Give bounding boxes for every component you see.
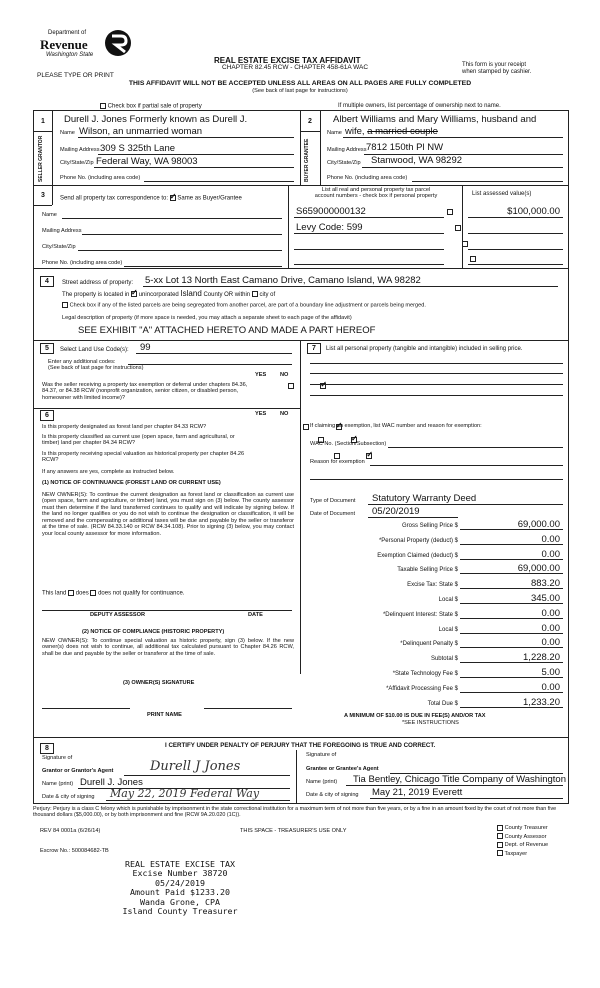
legal-description[interactable]: SEE EXHIBIT "A" ATTACHED HERETO AND MADE A PART HEREOF (78, 325, 376, 336)
routing (497, 824, 548, 858)
notice1-body: NEW OWNER(S): To continue the current designation as forest land or classification as current use (open space, farm and agriculture, or timber) land, you must sign on (3) below. The county assessor must then determine if the land transferred continues to qualify and will indicate by signing below. If the land no longer qualifies or you do not wish to continue the designation or classification, it will be removed and the compensating or additional taxes will be due and payable by the seller or transferor at the time of sale. (RCW 84.33.140 or RCW 84.34.108). Prior to signing (3) below, you may contact your local county assessor for more information. (42, 492, 294, 537)
sec6-no: NO (280, 411, 289, 417)
grantor-name[interactable]: Durell J. Jones (80, 777, 143, 788)
located-uninc: unincorporated (138, 292, 179, 298)
minimum-2: *SEE INSTRUCTIONS (402, 720, 459, 726)
stamp-line-6: Island County Treasurer (122, 906, 238, 917)
receipt-note-1: This form is your receipt (462, 62, 527, 68)
treasurer-only: THIS SPACE - TREASURER'S USE ONLY (240, 828, 347, 834)
fee-label: Exemption Claimed (deduct) $ (377, 552, 458, 559)
routing-2 (497, 833, 548, 842)
fee-value[interactable]: 0.00 (541, 533, 560, 545)
land-use-code[interactable]: 99 (140, 342, 151, 353)
boundary-checkbox[interactable] (62, 302, 68, 308)
sec6-q3-no[interactable] (366, 453, 372, 459)
exemption-lbl: If claiming an exemption, list WAC number and reason for exemption: (310, 423, 482, 429)
sec6-q1: Is this property designated as forest land per chapter 84.33 RCW? (42, 424, 207, 430)
fee-underline (460, 559, 563, 560)
seller-name-1[interactable]: Durell J. Jones Formerly known as Durell J. (64, 114, 248, 125)
sec6-q2: Is this property classified as current use (open space, farm and agricultural, or timber) land per chapter 84.34 RCW? (42, 434, 235, 447)
parcel-hdr (296, 187, 456, 200)
buyer-name-2a: wife, (345, 126, 365, 137)
additional-codes-2: (See back of last page for instructions) (48, 365, 144, 372)
fee-label: *Delinquent Interest: State $ (382, 611, 458, 618)
routing-4 (497, 850, 548, 859)
parcel-hdr-2: account numbers - check box if personal property (314, 193, 438, 200)
sec3-name-lbl: Name (42, 212, 57, 218)
sec3-send (60, 195, 242, 202)
stamp-line-5: Wanda Grone, CPA (140, 896, 220, 907)
routing-1-label: County Treasurer (504, 825, 548, 831)
fee-underline (460, 544, 563, 545)
perjury: Perjury: Perjury is a class C felony which is punishable by imprisonment in the state correctional institution for a maximum term of not more than five years, or by a fine in an amount fixed by the court of not more than five thousand dollars ($5,000.00), or by both imprisonment and fine (RCW 9A.20.020 (1C)). (33, 806, 557, 819)
additional-codes (48, 359, 143, 372)
sec3-same-as: Same as Buyer/Grantee (177, 195, 242, 202)
routing-4-label: Taxpayer (504, 850, 528, 857)
reason-lbl: Reason for exemption (310, 459, 365, 465)
grantee-name-lbl: Name (print) (306, 779, 338, 785)
does-lbl: does (75, 590, 89, 597)
sec7-num: 7 (307, 343, 321, 354)
grantee-sig-of: Signature of (306, 752, 337, 758)
parcel-2-checkbox[interactable] (455, 225, 461, 231)
stamp-line-1: REAL ESTATE EXCISE TAX (125, 859, 235, 869)
sec6-note: If any answers are yes, complete as instructed below. (42, 469, 175, 475)
assessed-value[interactable]: $100,000.00 (507, 206, 560, 217)
fee-label: Gross Selling Price $ (401, 523, 458, 529)
buyer-side-label: BUYER GRANTEE (304, 138, 310, 182)
deputy-lbl: DEPUTY ASSESSOR (90, 612, 146, 618)
sec8-num: 8 (40, 743, 54, 754)
fee-underline (460, 588, 563, 589)
fee-value[interactable]: 69,000.00 (517, 519, 560, 530)
seller-name-2[interactable]: Wilson, an unmarried woman (79, 126, 203, 137)
street-lbl: Street address of property: (62, 280, 134, 286)
fee-value[interactable]: 345.00 (530, 593, 560, 604)
notice1-title: (1) NOTICE OF CONTINUANCE (FOREST LAND OR CURRENT USE) (42, 480, 221, 486)
receipt-note-2: when stamped by cashier. (462, 69, 532, 75)
partial-sale-checkbox[interactable] (100, 103, 106, 109)
seller-mailing-lbl: Mailing Address (60, 147, 100, 153)
fee-value[interactable]: 0.00 (541, 622, 560, 634)
fee-value[interactable]: 1,233.20 (523, 696, 560, 708)
buyer-name-1[interactable]: Albert Williams and Mary Williams, husband and (333, 114, 537, 125)
fee-label: *State Technology Fee $ (392, 671, 458, 677)
notice2-title: (2) NOTICE OF COMPLIANCE (HISTORIC PROPERTY) (82, 629, 225, 635)
fee-label: Excise Tax: State $ (407, 582, 458, 589)
form-subtitle: CHAPTER 82.45 RCW - CHAPTER 458-61A WAC (222, 64, 369, 71)
located-pre: The property is located in (62, 292, 130, 298)
parcel-4-checkbox[interactable] (470, 256, 476, 262)
grantor-sig-of: Signature of (42, 755, 73, 761)
does-not-checkbox[interactable] (90, 590, 96, 596)
fee-value[interactable]: 0.00 (541, 548, 560, 560)
sec5-q1: Was the seller receiving a property tax exemption or deferral under chapters 84.36, 84.37, or 84.38 RCW (nonprofit organization, senior citizen, or disabled person, homeowner with limited income)? (42, 382, 248, 401)
fee-value[interactable]: 1,228.20 (523, 652, 560, 664)
fee-value[interactable]: 0.00 (541, 637, 560, 649)
sec5-num: 5 (40, 343, 54, 354)
fee-underline (460, 633, 563, 634)
boundary (62, 302, 426, 308)
this-land (42, 590, 184, 597)
grantor-name-lbl: Name (print) (42, 781, 74, 787)
sec5-no: NO (280, 372, 289, 378)
sec6-num: 6 (40, 410, 54, 421)
dept-of: Department of (48, 30, 87, 36)
doc-type-lbl: Type of Document (310, 498, 356, 504)
routing-4-checkbox[interactable] (497, 850, 503, 856)
fee-label: Subtotal $ (430, 656, 458, 663)
seller-city-lbl: City/State/Zip (60, 160, 94, 166)
sec3-city-lbl: City/State/Zip (42, 244, 76, 250)
buyer-city[interactable]: Stanwood, WA 98292 (371, 155, 463, 166)
seller-mailing[interactable]: 309 S 325th Lane (100, 143, 176, 154)
routing-3-label: Dept. of Revenue (504, 842, 549, 849)
please-type: PLEASE TYPE OR PRINT (37, 72, 114, 79)
buyer-name-2b: a married couple (367, 126, 438, 137)
doc-type[interactable]: Statutory Warranty Deed (372, 493, 477, 504)
dor-logo (40, 28, 135, 70)
fee-underline (460, 603, 563, 604)
grantee-date-lbl: Date & city of signing (306, 792, 359, 798)
minimum-1: A MINIMUM OF $10.00 IS DUE IN FEE(S) AND/OR TAX (344, 713, 486, 719)
seller-name-lbl: Name (60, 130, 75, 136)
seller-side-label: SELLER GRANTOR (38, 135, 44, 182)
receipt-note (462, 62, 531, 76)
wac-lbl: WAC No. (Section/Subsection) (310, 441, 387, 447)
doc-date[interactable]: 05/20/2019 (372, 506, 420, 517)
sec3-phone-lbl: Phone No. (including area code) (42, 260, 123, 266)
fee-label: Local $ (438, 626, 458, 633)
city-of-checkbox[interactable] (252, 291, 258, 297)
grantor-date[interactable]: May 22, 2019 Federal Way (110, 787, 260, 800)
dept-revenue: Revenue (40, 37, 88, 52)
sec1-num: 1 (41, 118, 45, 125)
buyer-phone-lbl: Phone No. (including area code) (327, 175, 408, 181)
notice2-body: NEW OWNER(S): To continue special valuation as historic property, sign (3) below. If the new owner(s) does not wish to continue, all additional tax calculated pursuant to Chapter 84.26 RCW, shall be due and payable by the seller or transferor at the time of sale. (42, 638, 294, 657)
print-name-lbl: PRINT NAME (147, 712, 182, 718)
land-use-lbl: Select Land Use Code(s): (60, 347, 129, 353)
buyer-name-lbl: Name (327, 130, 342, 136)
city-of: city of (259, 292, 276, 298)
seller-phone-lbl: Phone No. (including area code) (60, 175, 141, 181)
street-address[interactable]: 5-xx Lot 13 North East Camano Drive, Camano Island, WA 98282 (145, 275, 421, 286)
routing-2-label: County Assessor (504, 833, 547, 840)
stamp-line-3: 05/24/2019 (155, 877, 205, 888)
parcel-hdr-1: List all real and personal property tax parcel (321, 187, 431, 193)
routing-1 (497, 824, 548, 833)
grantee-name[interactable]: Tia Bentley, Chicago Title Company of Washington (353, 774, 566, 785)
boundary-label: Check box if any of the listed parcels are being segregated from another parcel, are part of a boundary line adjustment or parcels being merged. (69, 302, 426, 309)
fee-underline (460, 573, 563, 574)
certify: I CERTIFY UNDER PENALTY OF PERJURY THAT THE FOREGOING IS TRUE AND CORRECT. (165, 742, 436, 749)
fee-label: Total Due $ (427, 700, 458, 707)
fee-value[interactable]: 5.00 (541, 667, 560, 678)
levy-code[interactable]: Levy Code: 599 (296, 222, 363, 233)
this-land-lbl: This land (42, 590, 67, 597)
located-county: Island (180, 289, 202, 298)
escrow: Escrow No.: 500084682-TB (40, 848, 109, 854)
fee-label: *Delinquent Penalty $ (400, 641, 458, 648)
unincorporated-checkbox[interactable] (131, 291, 137, 297)
assessed-hdr: List assessed value(s) (472, 191, 532, 197)
buyer-name-2[interactable] (345, 126, 438, 137)
same-as-checkbox[interactable] (170, 195, 176, 201)
sec2-num: 2 (308, 118, 312, 125)
parcel-3-checkbox[interactable] (462, 241, 468, 247)
rev-number: REV 84 0001a (6/26/14) (40, 828, 101, 834)
fee-underline (460, 618, 563, 619)
sec5-q1-yes[interactable] (288, 383, 294, 389)
sec6-q1-yes[interactable] (303, 424, 309, 430)
treasurer-stamp (110, 860, 250, 916)
partial-sale-label: Check box if partial sale of property (107, 103, 202, 110)
routing-2-checkbox[interactable] (497, 833, 503, 839)
fee-label: Local $ (438, 597, 458, 603)
parcel-number[interactable]: S659000000132 (296, 206, 366, 217)
sec6-yes: YES (255, 411, 267, 417)
date-lbl: DATE (248, 612, 263, 618)
fee-underline (460, 677, 563, 678)
grantee-agent-lbl: Grantee or Grantee's Agent (306, 766, 379, 772)
sec6-q3: Is this property receiving special valuation as historical property per chapter 84.26 RCW? (42, 451, 245, 464)
owner-sig-lbl: (3) OWNER(S) SIGNATURE (123, 680, 195, 686)
located-in (62, 289, 275, 298)
partial-sale (100, 103, 202, 110)
dept-state: Washington State (46, 52, 94, 58)
sec3-mailing-lbl: Mailing Address (42, 228, 82, 234)
sec5-yes: YES (255, 372, 267, 378)
fee-underline (460, 662, 563, 663)
buyer-city-lbl: City/State/Zip (327, 160, 361, 166)
fee-underline (460, 529, 563, 530)
fee-label: *Affidavit Processing Fee $ (386, 685, 458, 692)
routing-3-checkbox[interactable] (497, 842, 503, 848)
seller-city[interactable]: Federal Way, WA 98003 (96, 156, 198, 167)
fee-underline (460, 692, 563, 693)
legal-lbl: Legal description of property (if more space is needed, you may attach a separate sheet to each page of the affidavit) (62, 315, 352, 321)
stamp-line-4: Amount Paid $1233.20 (130, 887, 230, 898)
routing-1-checkbox[interactable] (497, 825, 503, 831)
fee-underline (460, 707, 563, 708)
located-post: County OR within (203, 292, 251, 298)
fee-underline (460, 647, 563, 648)
sec3-num: 3 (41, 192, 45, 199)
personal-lbl: List all personal property (tangible and intangible) included in selling price. (326, 346, 523, 352)
fee-label: Taxable Selling Price $ (397, 567, 458, 574)
grantor-agent-lbl: Grantor or Grantor's Agent (42, 768, 114, 774)
buyer-mailing[interactable]: 7812 150th Pl NW (366, 142, 444, 153)
grantor-signature[interactable]: Durell J Jones (150, 759, 241, 774)
sec4-num: 4 (40, 276, 54, 287)
buyer-mailing-lbl: Mailing Address (327, 147, 367, 153)
fee-value[interactable]: 69,000.00 (517, 563, 560, 575)
fee-value[interactable]: 0.00 (541, 607, 560, 619)
multiple-owners: If multiple owners, list percentage of ownership next to name. (338, 103, 501, 109)
does-checkbox[interactable] (68, 590, 74, 596)
sec3-send-lbl: Send all property tax correspondence to: (60, 195, 169, 202)
warning-sub: (See back of last page for instructions) (252, 88, 348, 94)
fee-value[interactable]: 0.00 (541, 681, 560, 693)
parcel-1-checkbox[interactable] (447, 209, 453, 215)
warning-text: THIS AFFIDAVIT WILL NOT BE ACCEPTED UNLESS ALL AREAS ON ALL PAGES ARE FULLY COMPLETED (128, 80, 472, 87)
grantee-date[interactable]: May 21, 2019 Everett (372, 787, 463, 798)
fee-label: *Personal Property (deduct) $ (378, 537, 458, 544)
fee-value[interactable]: 883.20 (530, 578, 560, 590)
grantor-date-lbl: Date & city of signing (42, 794, 95, 800)
form-title: REAL ESTATE EXCISE TAX AFFIDAVIT (214, 56, 361, 65)
additional-codes-1: Enter any additional codes: (48, 359, 116, 365)
dor-logo-icon (103, 28, 133, 58)
routing-3 (497, 841, 548, 850)
does-not-lbl: does not qualify for continuance. (98, 590, 185, 597)
doc-date-lbl: Date of Document (310, 511, 356, 517)
stamp-line-2: Excise Number 38720 (132, 868, 228, 879)
